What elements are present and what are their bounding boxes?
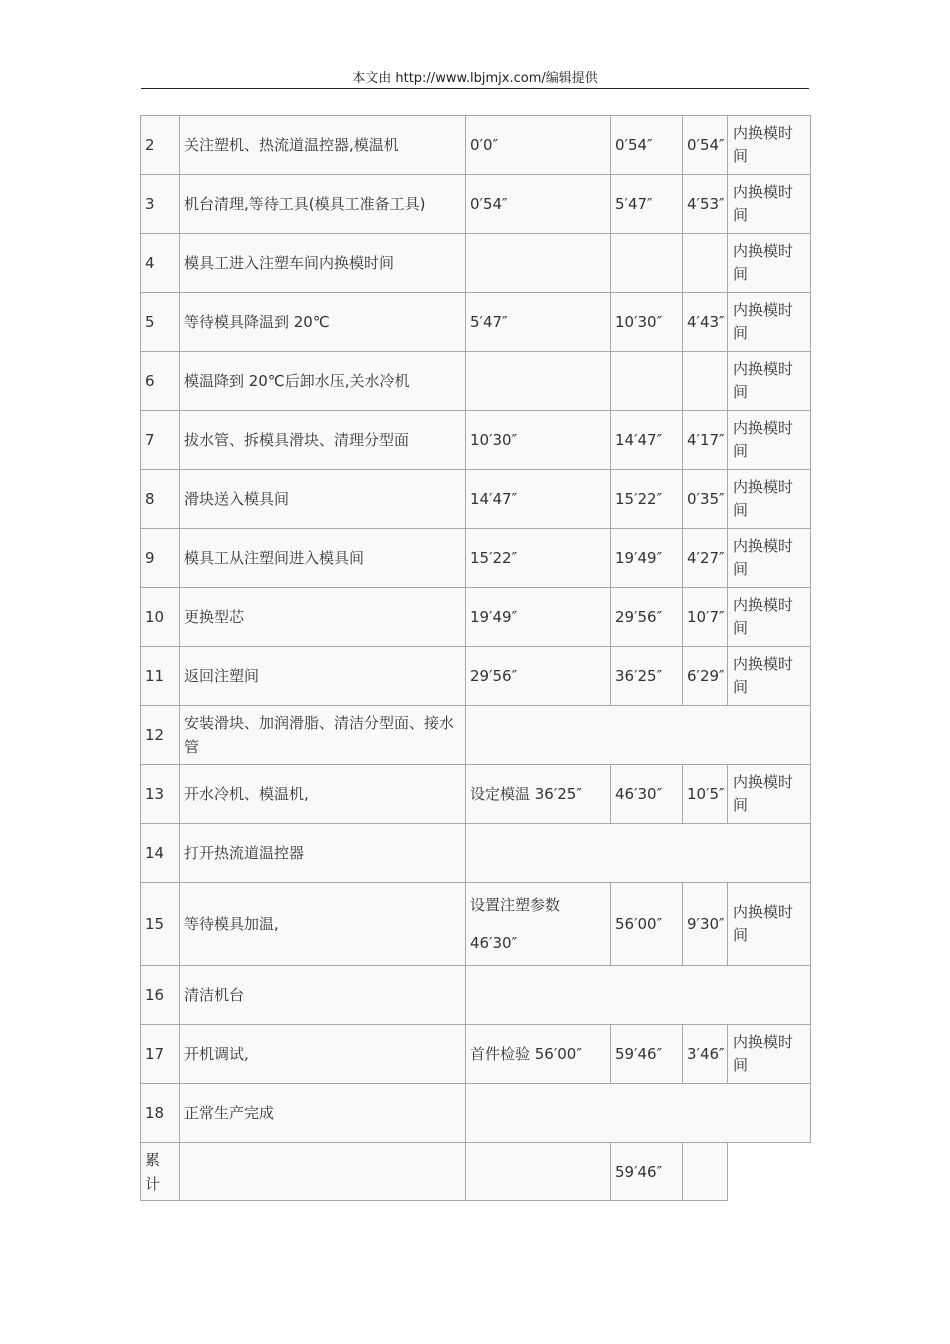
table-row <box>141 411 811 470</box>
note-cell: 内换模时间 <box>728 293 811 352</box>
start-time-cell <box>466 234 611 293</box>
table-row <box>141 1084 811 1143</box>
row-number: 13 <box>141 765 180 824</box>
row-number: 11 <box>141 647 180 706</box>
task-cell: 机台清理,等待工具(模具工准备工具) <box>180 175 466 234</box>
row-number: 10 <box>141 588 180 647</box>
total-row <box>141 1143 811 1201</box>
end-time-cell: 56′00″ <box>611 883 683 966</box>
total-label <box>141 1143 180 1201</box>
end-time-cell: 5′47″ <box>611 175 683 234</box>
duration-cell: 4′43″ <box>683 293 728 352</box>
task-cell: 更换型芯 <box>180 588 466 647</box>
start-time-value: 46′30″ <box>470 934 518 952</box>
end-time-cell: 14′47″ <box>611 411 683 470</box>
task-cell: 等待模具降温到 20℃ <box>180 293 466 352</box>
task-cell: 模具工从注塑间进入模具间 <box>180 529 466 588</box>
table-row <box>141 1025 811 1084</box>
row-number: 14 <box>141 824 180 883</box>
row-number: 4 <box>141 234 180 293</box>
row-number: 9 <box>141 529 180 588</box>
row-number: 5 <box>141 293 180 352</box>
start-time-cell: 首件检验 56′00″ <box>466 1025 611 1084</box>
duration-cell <box>683 1143 728 1201</box>
duration-cell <box>683 234 728 293</box>
duration-cell: 10′5″ <box>683 765 728 824</box>
table-row <box>141 706 811 765</box>
task-cell: 打开热流道温控器 <box>180 824 466 883</box>
end-time-cell <box>611 352 683 411</box>
empty-span-cell <box>466 1084 811 1143</box>
table-row <box>141 824 811 883</box>
start-time-cell: 10′30″ <box>466 411 611 470</box>
note-cell: 内换模时间 <box>728 116 811 175</box>
row-number: 6 <box>141 352 180 411</box>
task-cell: 开水冷机、模温机, <box>180 765 466 824</box>
task-cell: 模温降到 20℃后卸水压,关水冷机 <box>180 352 466 411</box>
table-row <box>141 293 811 352</box>
start-time-cell: 5′47″ <box>466 293 611 352</box>
row-number: 15 <box>141 883 180 966</box>
table-row <box>141 352 811 411</box>
end-time-cell: 0′54″ <box>611 116 683 175</box>
task-cell: 滑块送入模具间 <box>180 470 466 529</box>
duration-cell: 4′53″ <box>683 175 728 234</box>
duration-cell <box>683 352 728 411</box>
start-time-cell: 15′22″ <box>466 529 611 588</box>
note-cell: 内换模时间 <box>728 1025 811 1084</box>
duration-cell: 9′30″ <box>683 883 728 966</box>
task-cell: 返回注塑间 <box>180 647 466 706</box>
task-cell: 正常生产完成 <box>180 1084 466 1143</box>
end-time-cell: 15′22″ <box>611 470 683 529</box>
row-number: 2 <box>141 116 180 175</box>
header-divider <box>141 88 809 89</box>
table-row <box>141 765 811 824</box>
start-time-cell <box>466 352 611 411</box>
task-cell: 清洁机台 <box>180 966 466 1025</box>
note-cell: 内换模时间 <box>728 175 811 234</box>
row-number: 12 <box>141 706 180 765</box>
table-row <box>141 966 811 1025</box>
table-row <box>141 116 811 175</box>
end-time-cell: 46′30″ <box>611 765 683 824</box>
task-cell: 安装滑块、加润滑脂、清洁分型面、接水管 <box>180 706 466 765</box>
row-number: 8 <box>141 470 180 529</box>
duration-cell: 4′17″ <box>683 411 728 470</box>
table-row <box>141 529 811 588</box>
duration-cell: 3′46″ <box>683 1025 728 1084</box>
start-time-label: 设置注塑参数 <box>470 896 561 914</box>
table-row <box>141 470 811 529</box>
start-time-cell: 设定模温 36′25″ <box>466 765 611 824</box>
note-cell: 内换模时间 <box>728 588 811 647</box>
start-time-cell <box>466 883 611 966</box>
end-time-cell <box>611 234 683 293</box>
task-cell <box>180 1143 466 1201</box>
row-number: 16 <box>141 966 180 1025</box>
task-cell: 关注塑机、热流道温控器,模温机 <box>180 116 466 175</box>
end-time-cell: 19′49″ <box>611 529 683 588</box>
start-time-cell: 0′54″ <box>466 175 611 234</box>
note-cell: 内换模时间 <box>728 647 811 706</box>
table-row <box>141 883 811 966</box>
note-cell: 内换模时间 <box>728 411 811 470</box>
start-time-cell: 29′56″ <box>466 647 611 706</box>
empty-span-cell <box>466 824 811 883</box>
start-time-cell: 14′47″ <box>466 470 611 529</box>
start-time-cell: 19′49″ <box>466 588 611 647</box>
end-time-cell: 10′30″ <box>611 293 683 352</box>
start-time-cell: 0′0″ <box>466 116 611 175</box>
note-cell: 内换模时间 <box>728 765 811 824</box>
end-time-cell: 59′46″ <box>611 1025 683 1084</box>
row-number: 18 <box>141 1084 180 1143</box>
total-end-time: 59′46″ <box>611 1143 683 1201</box>
task-cell: 拔水管、拆模具滑块、清理分型面 <box>180 411 466 470</box>
table-row <box>141 647 811 706</box>
duration-cell: 4′27″ <box>683 529 728 588</box>
duration-cell: 10′7″ <box>683 588 728 647</box>
row-number: 17 <box>141 1025 180 1084</box>
note-cell: 内换模时间 <box>728 470 811 529</box>
page-header-source: 本文由 http://www.lbjmjx.com/编辑提供 <box>352 71 598 86</box>
task-cell: 等待模具加温, <box>180 883 466 966</box>
note-cell: 内换模时间 <box>728 352 811 411</box>
total-label-text: 累计 <box>145 1150 161 1193</box>
note-cell: 内换模时间 <box>728 234 811 293</box>
duration-cell: 0′54″ <box>683 116 728 175</box>
row-number: 3 <box>141 175 180 234</box>
note-cell: 内换模时间 <box>728 883 811 966</box>
note-cell: 内换模时间 <box>728 529 811 588</box>
end-time-cell: 29′56″ <box>611 588 683 647</box>
start-time-cell <box>466 1143 611 1201</box>
note-cell <box>728 1143 811 1201</box>
end-time-cell: 36′25″ <box>611 647 683 706</box>
duration-cell: 6′29″ <box>683 647 728 706</box>
duration-cell: 0′35″ <box>683 470 728 529</box>
changeover-time-table <box>140 115 811 1201</box>
task-cell: 开机调试, <box>180 1025 466 1084</box>
table-row <box>141 588 811 647</box>
task-cell: 模具工进入注塑车间内换模时间 <box>180 234 466 293</box>
empty-span-cell <box>466 706 811 765</box>
table-row <box>141 175 811 234</box>
row-number: 7 <box>141 411 180 470</box>
table-row <box>141 234 811 293</box>
empty-span-cell <box>466 966 811 1025</box>
